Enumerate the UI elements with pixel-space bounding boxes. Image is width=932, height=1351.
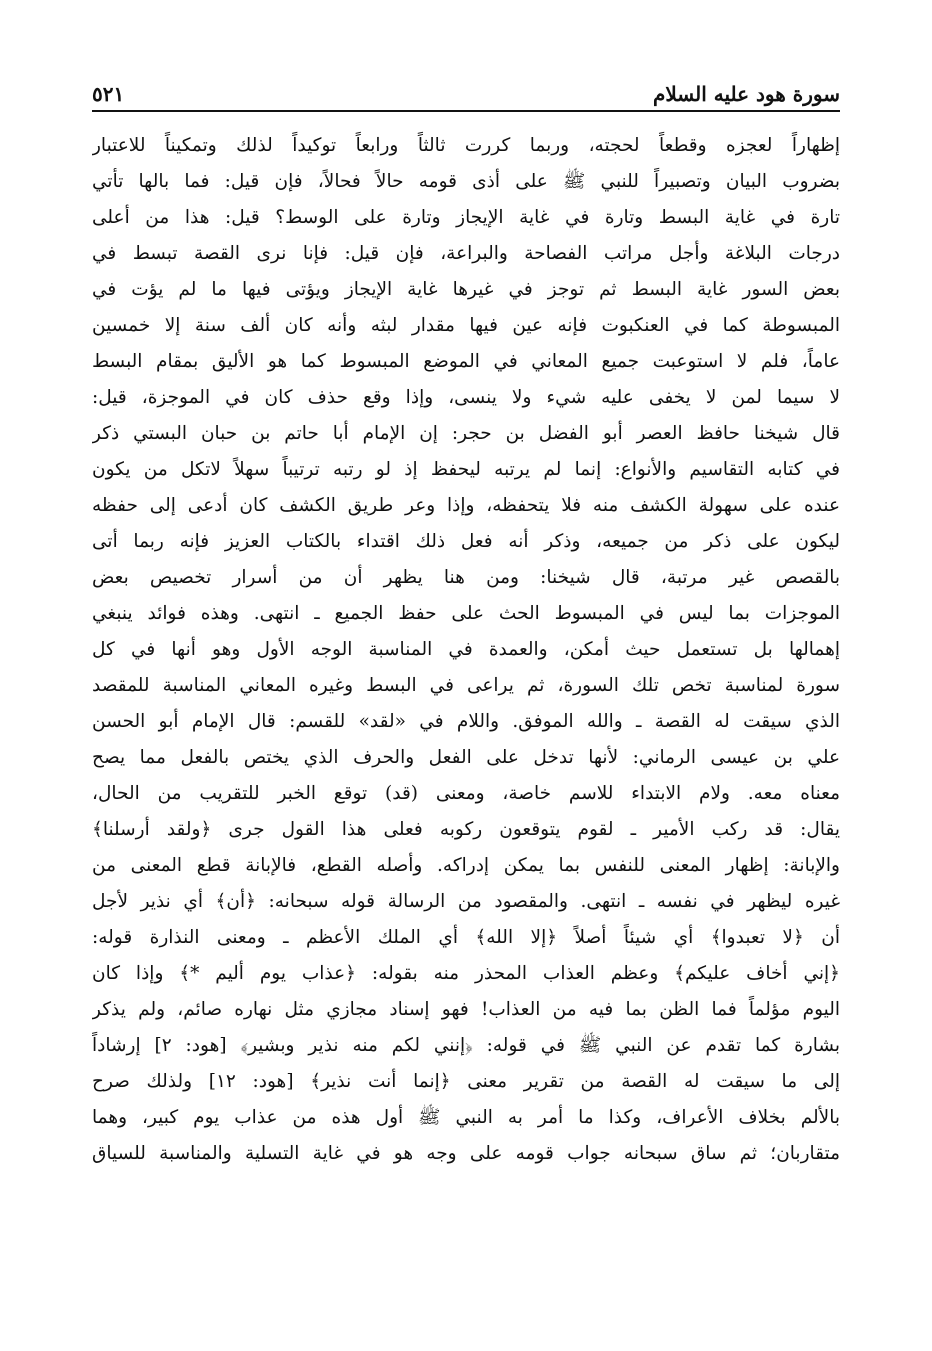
text-line: بضروب البيان وتصبيراً للنبي ﷺ على أذى قومه حالاً فحالاً، فإن قيل: فما بالها تأتي xyxy=(92,171,840,192)
page-header xyxy=(92,80,840,112)
text-line: يقال: قد ركب الأمير ـ لقوم يتوقعون ركوبه فعلى هذا القول جرى ﴿ولقد أرسلنا﴾ xyxy=(92,819,840,840)
text-line: بالقصص غير مرتبة، قال شيخنا: ومن هنا يظهر أن من أسرار تخصيص بعض xyxy=(92,567,840,588)
page-number: ٥٢١ xyxy=(92,82,125,106)
text-line: تارة في غاية البسط وتارة في غاية الإيجاز وتارة على الوسط؟ قيل: هذا من أعلى xyxy=(92,207,840,228)
text-line: الذي سيقت له القصة ـ والله الموفق. واللام في «لقد» للقسم: قال الإمام أبو الحسن xyxy=(92,711,840,732)
text-line: إظهاراً لعجزه وقطعاً لحجته، وربما كررت ثالثاً ورابعاً توكيداً لذلك وتمكيناً للاعتبار xyxy=(92,135,840,156)
text-line: إلى ما سيقت له القصة من تقرير معنى ﴿إنما أنت نذير﴾ [هود: ١٢] ولذلك صرح xyxy=(92,1071,840,1092)
body-text xyxy=(92,128,840,1172)
text-line: والإبانة: إظهار المعنى للنفس بما يمكن إدراكه. وأصله القطع، فالإبانة قطع المعنى من xyxy=(92,855,840,876)
text-line: عاماً، فلم لا استوعبت جميع المعاني في الموضع المبسوط كما هو الأليق بمقام البسط xyxy=(92,351,840,372)
text-line: متقاربان؛ ثم ساق سبحانه جواب قومه على وجه هو في غاية التسلية والمناسبة للسياق xyxy=(92,1143,840,1164)
running-title: سورة هود عليه السلام xyxy=(652,82,840,106)
text-line: لا سيما لمن لا يخفى عليه شيء ولا ينسى، وإذا وقع حذف كان في الموجزة، قيل: xyxy=(92,387,840,408)
text-line: إهمالها بل تستعمل حيث أمكن، والعمدة في المناسبة الوجه الأول وهو أنها في كل xyxy=(92,639,840,660)
text-line: أن ﴿لا تعبدوا﴾ أي شيئاً أصلاً ﴿إلا الله﴾ أي الملك الأعظم ـ ومعنى النذارة قوله: xyxy=(92,927,840,948)
text-line: ﴿إني أخاف عليكم﴾ وعظم العذاب المحذر منه بقوله: ﴿عذاب يوم أليم *﴾ وإذا كان xyxy=(92,963,840,984)
text-line: اليوم مؤلماً فما الظن بما فيه من العذاب! فهو إسناد مجازي مثل نهاره صائم، ولم يذكر xyxy=(92,999,840,1020)
text-line: بعض السور غاية البسط ثم توجز في غيرها غاية الإيجاز ويؤتى فيها ما لم يؤت في xyxy=(92,279,840,300)
header-rule xyxy=(92,110,840,112)
text-line: سورة لمناسبة تخص تلك السورة، ثم يراعى في البسط وغيره المعاني المناسبة للمقصد xyxy=(92,675,840,696)
text-line: غيره ليظهر في نفسه ـ انتهى. والمقصود من الرسالة قوله سبحانه: ﴿أن﴾ أي نذير لأجل xyxy=(92,891,840,912)
text-line: المبسوطة كما في العنكبوت فإنه عين فيها مقدار لبثه وأنه كان ألف سنة إلا خمسين xyxy=(92,315,840,336)
text-line: الموجزات بما ليس في المبسوط الحث على حفظ الجميع ـ انتهى. وهذه فوائد ينبغي xyxy=(92,603,840,624)
text-line: علي بن عيسى الرماني: لأنها تدخل على الفعل والحرف الذي يختص بالفعل مما يصح xyxy=(92,747,840,768)
text-line: ليكون على ذكر من جميعه، وذكر أنه فعل ذلك اقتداء بالكتاب العزيز فإنه ربما أتى xyxy=(92,531,840,552)
text-line: بالألم بخلاف الأعراف، وكذا ما أمر به النبي ﷺ أول هذه من عذاب يوم كبير، وهما xyxy=(92,1107,840,1128)
text-line: معناه معه. ولام الابتداء للاسم خاصة، ومعنى (قد) توقع الخبر للتقريب من الحال، xyxy=(92,783,840,804)
text-line: درجات البلاغة وأجل مراتب الفصاحة والبراعة، فإن قيل: فإنا نرى القصة تبسط في xyxy=(92,243,840,264)
text-line: في كتابه التقاسيم والأنواع: إنما لم يرتبه ليحفظ إذ لو رتبه ترتيباً سهلاً لاتكل من يكون xyxy=(92,459,840,480)
text-line: بشارة كما تقدم عن النبي ﷺ في قوله: ﴿إنني لكم منه نذير وبشير﴾ [هود: ٢] إرشاداً xyxy=(92,1035,840,1056)
text-line: عنده على سهولة الكشف منه فلا يتحفظه، وإذا وعر طريق الكشف كان أدعى إلى حفظه xyxy=(92,495,840,516)
text-line: قال شيخنا حافظ العصر أبو الفضل بن حجر: إن الإمام أبا حاتم بن حبان البستي ذكر xyxy=(92,423,840,444)
